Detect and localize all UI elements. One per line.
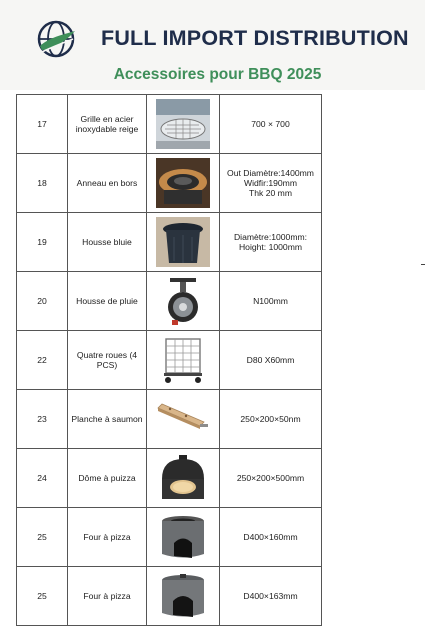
- item-number: 25: [17, 508, 68, 567]
- item-number: 20: [17, 272, 68, 331]
- item-number: 18: [17, 154, 68, 213]
- page-edge-mark: [421, 264, 425, 265]
- item-number: 22: [17, 331, 68, 390]
- globe-leaf-logo-icon: [36, 19, 76, 59]
- item-dimensions: Widfir:190mm: [243, 177, 297, 188]
- item-number: 25: [17, 567, 68, 626]
- item-name: Grille en acier inoxydable reige: [68, 95, 147, 154]
- item-dimensions: D400×163mm: [243, 590, 298, 601]
- item-name: Housse bluie: [68, 213, 147, 272]
- item-name: Quatre roues (4 PCS): [68, 331, 147, 390]
- item-dimensions: D80 X60mm: [246, 354, 295, 365]
- table-row: [17, 154, 322, 213]
- item-dimensions: Out Diamètre:1400mm: [227, 167, 314, 178]
- item-number: 19: [17, 213, 68, 272]
- item-number: 23: [17, 390, 68, 449]
- page-header: [0, 0, 425, 90]
- table-row: [17, 390, 322, 449]
- item-dimensions: 250×200×50nm: [240, 413, 301, 424]
- catalog-subtitle: Accessoires pour BBQ 2025: [113, 66, 322, 83]
- table-row: [17, 331, 322, 390]
- table-row: [17, 508, 322, 567]
- table-row: [17, 567, 322, 626]
- table-row: [17, 95, 322, 154]
- wooden-ring-image-icon: [156, 158, 210, 208]
- item-dimensions: Hoight: 1000mm: [238, 242, 303, 252]
- product-table: [16, 94, 322, 626]
- pizza-oven-image-icon: [156, 571, 210, 621]
- item-dimensions: D400×160mm: [243, 531, 298, 542]
- item-dimensions: N100mm: [253, 295, 288, 306]
- item-name: Anneau en bors: [68, 154, 147, 213]
- item-dimensions: 700 × 700: [251, 118, 290, 129]
- pizza-dome-image-icon: [156, 453, 210, 503]
- item-number: 24: [17, 449, 68, 508]
- catalog-sheet: [0, 90, 425, 641]
- item-name: Planche à saumon: [68, 390, 147, 449]
- item-dimensions: Thk 20 mm: [249, 188, 292, 199]
- item-name: Dôme à puizza: [68, 449, 147, 508]
- table-row: [17, 449, 322, 508]
- brand-title: FULL IMPORT DISTRIBUTION: [101, 26, 409, 50]
- item-dimensions: 250×200×500mm: [236, 472, 305, 483]
- item-name: Housse de pluie: [68, 272, 147, 331]
- table-row: [17, 272, 322, 331]
- caster-wheel-image-icon: [156, 276, 210, 326]
- wood-rack-image-icon: [156, 335, 210, 385]
- table-row: [17, 213, 322, 272]
- item-number: 17: [17, 95, 68, 154]
- salmon-plank-image-icon: [156, 394, 210, 444]
- item-dimensions: Diamètre:1000mm:: [233, 231, 308, 242]
- pizza-oven-image-icon: [156, 512, 210, 562]
- item-name: Four à pizza: [68, 508, 147, 567]
- item-name: Four à pizza: [68, 567, 147, 626]
- steel-grill-image-icon: [156, 99, 210, 149]
- rain-cover-image-icon: [156, 217, 210, 267]
